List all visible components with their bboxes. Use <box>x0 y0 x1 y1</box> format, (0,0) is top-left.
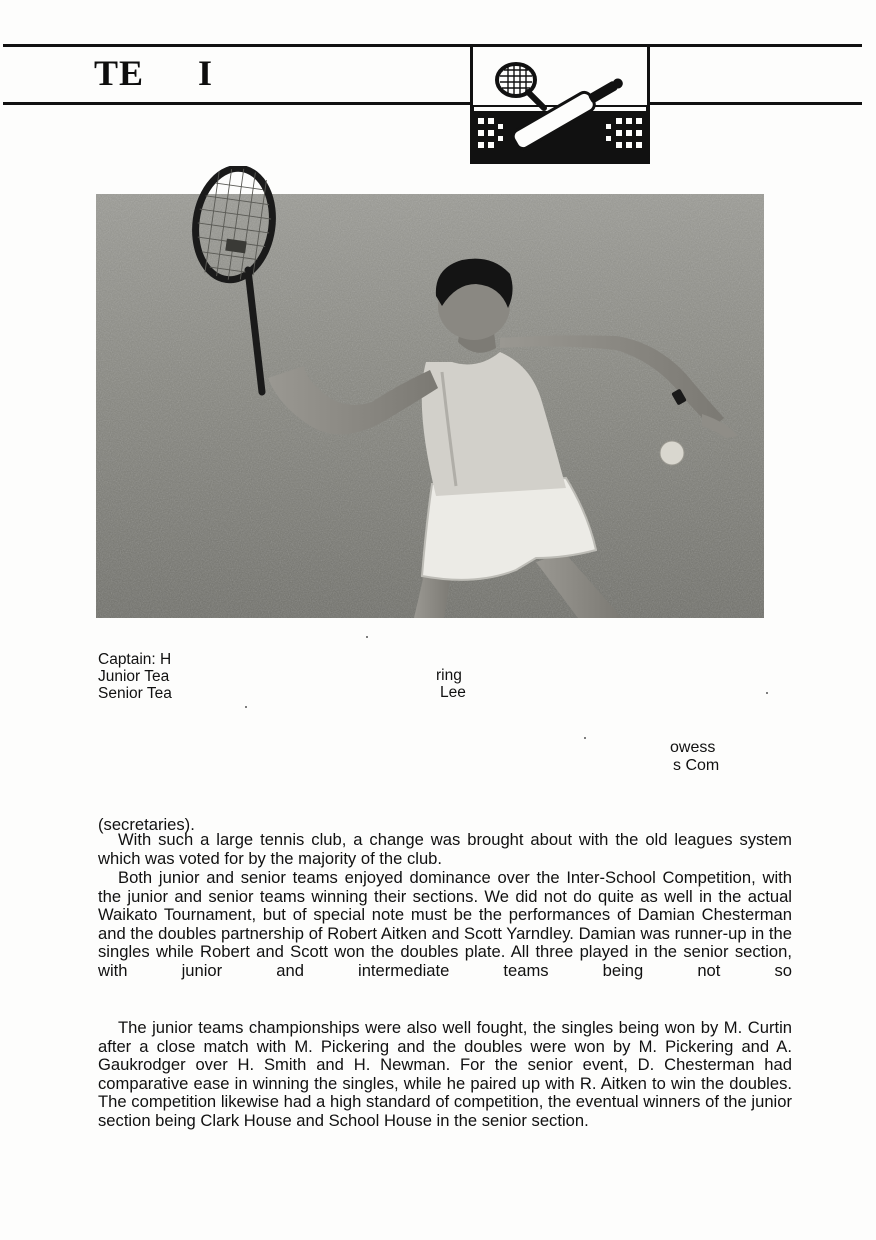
tennis-player-photo <box>96 166 764 618</box>
caption-fragment-owess: owess <box>670 739 716 756</box>
page-title-part-1: TE <box>94 53 145 93</box>
print-speck <box>366 636 368 638</box>
caption-fragment-lee: Lee <box>440 684 466 701</box>
header-rule-bottom-right <box>648 102 862 105</box>
caption-senior-team: Senior Tea <box>98 685 172 702</box>
header-rule-bottom-left <box>3 102 471 105</box>
body-paragraph-1: With such a large tennis club, a change was brought about with the old leagues system which was voted for by the majority of the club. <box>98 830 792 868</box>
body-paragraph-2: Both junior and senior teams enjoyed dominance over the Inter-School Competition, with the junior and senior teams winning their sections. We did not do quite as well in the actual Waikato Tournament, but of special note must be the performances of Damian Chesterman and the doubles partnership of Robert Aitken and Scott Yarndley. Damian was runner-up in the singles while Robert and Scott won the doubles plate. All three played in the senior section, with junior and intermediate teams being not so <box>98 868 792 980</box>
body-secretaries: (secretaries). <box>98 815 195 834</box>
caption-junior-team: Junior Tea <box>98 668 170 685</box>
header-rule-top-right <box>648 44 862 47</box>
caption-captain: Captain: H <box>98 651 172 668</box>
print-speck <box>766 692 768 694</box>
print-speck <box>584 737 586 739</box>
page-title-part-2: I <box>198 53 214 93</box>
header-rule-top-left <box>3 44 471 47</box>
print-speck <box>245 706 247 708</box>
body-paragraph-3: The junior teams championships were also well fought, the singles being won by M. Curtin after a close match with M. Pickering and the doubles were won by M. Pickering and A. Gaukrodger over H. Smith and H. Newman. For the senior event, D. Chesterman had comparative ease in winning the singles, while he paired up with R. Aitken to win the doubles. The competition likewise had a high standard of competition, the eventual winners of the junior section being Clark House and School House in the senior section. <box>98 1018 792 1130</box>
caption-fragment-ring: ring <box>436 667 462 684</box>
tennis-racket-and-cricket-bat-over-net-icon <box>470 44 650 164</box>
caption-fragment-com: s Com <box>673 757 720 774</box>
